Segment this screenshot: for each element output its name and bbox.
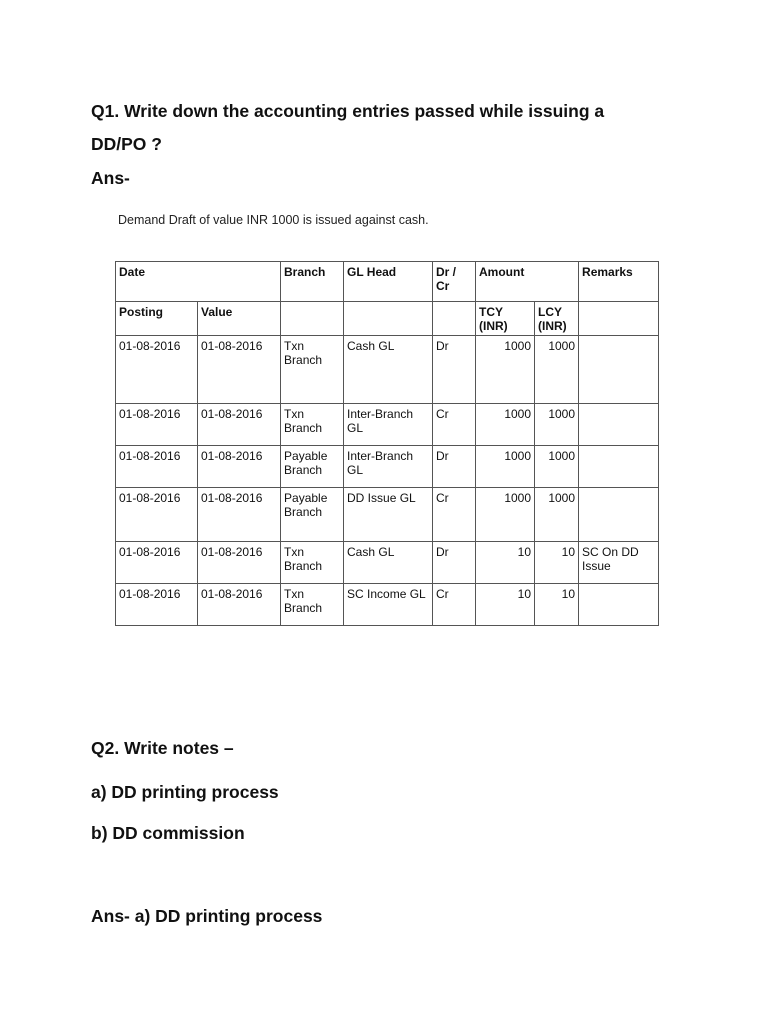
answer-heading: Ans- a) DD printing process	[91, 906, 323, 926]
table-row	[116, 584, 659, 626]
posting-date-cell: 01-08-2016	[116, 446, 198, 488]
header-branch: Branch	[281, 262, 344, 302]
posting-date-cell: 01-08-2016	[116, 336, 198, 404]
table-header-row	[116, 262, 659, 302]
gl-head-cell: Inter-Branch GL	[344, 404, 433, 446]
header-amount: Amount	[476, 262, 579, 302]
header-gl-head: GL Head	[344, 262, 433, 302]
branch-cell: Txn Branch	[281, 542, 344, 584]
gl-head-cell: DD Issue GL	[344, 488, 433, 542]
tcy-amount-cell: 1000	[476, 336, 535, 404]
value-date-cell: 01-08-2016	[198, 488, 281, 542]
branch-cell: Payable Branch	[281, 488, 344, 542]
lcy-amount-cell: 10	[535, 584, 579, 626]
branch-cell: Payable Branch	[281, 446, 344, 488]
header-tcy: TCY (INR)	[476, 302, 535, 336]
posting-date-cell: 01-08-2016	[116, 542, 198, 584]
remarks-cell	[579, 584, 659, 626]
lcy-amount-cell: 10	[535, 542, 579, 584]
gl-head-cell: SC Income GL	[344, 584, 433, 626]
remarks-cell: SC On DD Issue	[579, 542, 659, 584]
table-subheader-row	[116, 302, 659, 336]
header-value: Value	[198, 302, 281, 336]
table-row	[116, 446, 659, 488]
dr-cr-cell: Dr	[433, 446, 476, 488]
tcy-amount-cell: 10	[476, 542, 535, 584]
lcy-amount-cell: 1000	[535, 336, 579, 404]
tcy-amount-cell: 10	[476, 584, 535, 626]
branch-cell: Txn Branch	[281, 584, 344, 626]
question-2: Q2. Write notes –	[91, 738, 234, 758]
branch-cell: Txn Branch	[281, 404, 344, 446]
gl-head-cell: Cash GL	[344, 542, 433, 584]
dr-cr-cell: Dr	[433, 542, 476, 584]
remarks-cell	[579, 488, 659, 542]
posting-date-cell: 01-08-2016	[116, 404, 198, 446]
lcy-amount-cell: 1000	[535, 404, 579, 446]
posting-date-cell: 01-08-2016	[116, 488, 198, 542]
table-caption: Demand Draft of value INR 1000 is issued against cash.	[118, 213, 429, 227]
header-date: Date	[116, 262, 281, 302]
value-date-cell: 01-08-2016	[198, 404, 281, 446]
lcy-amount-cell: 1000	[535, 446, 579, 488]
value-date-cell: 01-08-2016	[198, 336, 281, 404]
remarks-cell	[579, 446, 659, 488]
value-date-cell: 01-08-2016	[198, 446, 281, 488]
tcy-amount-cell: 1000	[476, 446, 535, 488]
tcy-amount-cell: 1000	[476, 488, 535, 542]
gl-head-cell: Inter-Branch GL	[344, 446, 433, 488]
empty-cell	[579, 302, 659, 336]
note-item-a: a) DD printing process	[91, 782, 279, 802]
dr-cr-cell: Cr	[433, 488, 476, 542]
header-remarks: Remarks	[579, 262, 659, 302]
answer-label: Ans-	[91, 168, 130, 188]
remarks-cell	[579, 336, 659, 404]
question-1: Q1. Write down the accounting entries passed while issuing a DD/PO ?	[91, 101, 605, 154]
gl-head-cell: Cash GL	[344, 336, 433, 404]
value-date-cell: 01-08-2016	[198, 584, 281, 626]
table-row	[116, 336, 659, 404]
dr-cr-cell: Cr	[433, 404, 476, 446]
dr-cr-cell: Dr	[433, 336, 476, 404]
header-posting: Posting	[116, 302, 198, 336]
remarks-cell	[579, 404, 659, 446]
accounting-entries-table	[115, 261, 659, 626]
table-row	[116, 542, 659, 584]
lcy-amount-cell: 1000	[535, 488, 579, 542]
tcy-amount-cell: 1000	[476, 404, 535, 446]
empty-cell	[281, 302, 344, 336]
header-dr-cr: Dr / Cr	[433, 262, 476, 302]
empty-cell	[433, 302, 476, 336]
dr-cr-cell: Cr	[433, 584, 476, 626]
branch-cell: Txn Branch	[281, 336, 344, 404]
posting-date-cell: 01-08-2016	[116, 584, 198, 626]
table-row	[116, 488, 659, 542]
header-lcy: LCY (INR)	[535, 302, 579, 336]
note-item-b: b) DD commission	[91, 823, 245, 843]
value-date-cell: 01-08-2016	[198, 542, 281, 584]
table-row	[116, 404, 659, 446]
empty-cell	[344, 302, 433, 336]
